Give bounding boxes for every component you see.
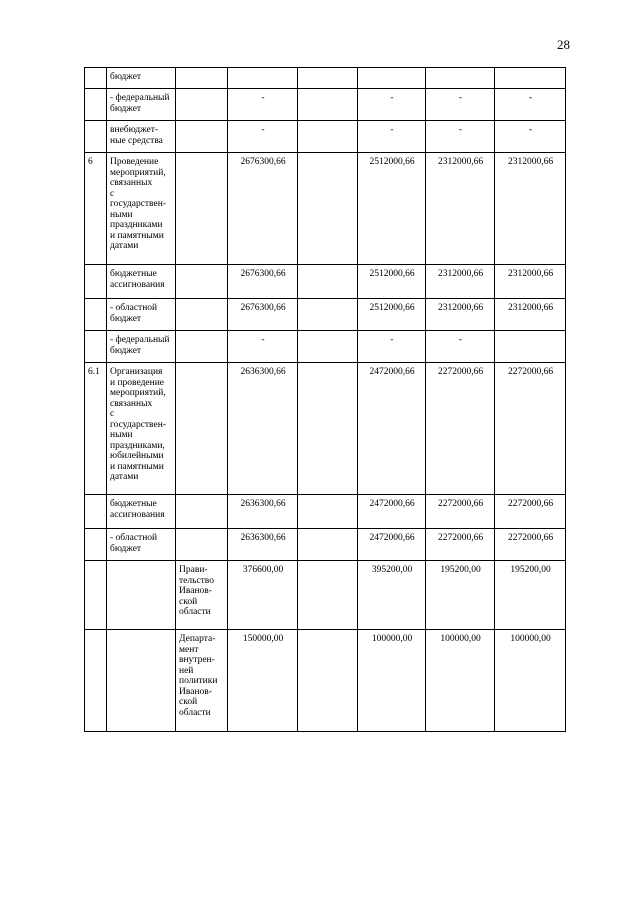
value-cell: 2512000,66: [358, 153, 426, 265]
value-cell: 2636300,66: [228, 363, 298, 495]
value-cell: [298, 299, 358, 331]
row-name-cell: [107, 630, 176, 732]
row-number-cell: 6.1: [85, 363, 107, 495]
row-name-cell: внебюджет- ные средства: [107, 121, 176, 153]
value-cell: 2636300,66: [228, 529, 298, 561]
table-row: [85, 331, 566, 363]
value-cell: [298, 153, 358, 265]
value-cell: [298, 265, 358, 299]
value-cell: [298, 529, 358, 561]
value-cell: 2472000,66: [358, 495, 426, 529]
organization-cell: [176, 299, 228, 331]
row-name-cell: Проведение мероприятий, связанных с государствен- ными праздниками и памятными датами: [107, 153, 176, 265]
row-number-cell: 6: [85, 153, 107, 265]
value-cell: 100000,00: [358, 630, 426, 732]
value-cell: 376600,00: [228, 561, 298, 630]
row-name-cell: [107, 561, 176, 630]
table-row: [85, 121, 566, 153]
row-name-cell: бюджетные ассигнования: [107, 495, 176, 529]
value-cell: 2272000,66: [495, 495, 566, 529]
organization-cell: [176, 363, 228, 495]
value-cell: [228, 68, 298, 89]
value-cell: 395200,00: [358, 561, 426, 630]
organization-cell: Прави- тельство Иванов- ской области: [176, 561, 228, 630]
value-cell: 195200,00: [426, 561, 495, 630]
value-cell: [298, 363, 358, 495]
row-number-cell: [85, 331, 107, 363]
value-cell: [298, 89, 358, 121]
row-number-cell: [85, 89, 107, 121]
row-number-cell: [85, 265, 107, 299]
value-cell: 2472000,66: [358, 529, 426, 561]
row-number-cell: [85, 68, 107, 89]
row-number-cell: [85, 121, 107, 153]
value-cell: 100000,00: [426, 630, 495, 732]
value-cell: [426, 68, 495, 89]
value-cell: [298, 630, 358, 732]
row-name-cell: - федеральный бюджет: [107, 331, 176, 363]
row-name-cell: - областной бюджет: [107, 299, 176, 331]
value-cell: -: [358, 121, 426, 153]
value-cell: 2272000,66: [426, 529, 495, 561]
value-cell: 2312000,66: [426, 265, 495, 299]
value-cell: [298, 331, 358, 363]
value-cell: -: [358, 89, 426, 121]
value-cell: -: [426, 121, 495, 153]
value-cell: 2472000,66: [358, 363, 426, 495]
row-number-cell: [85, 561, 107, 630]
value-cell: 2312000,66: [426, 299, 495, 331]
value-cell: 195200,00: [495, 561, 566, 630]
table-row: [85, 363, 566, 495]
value-cell: -: [228, 121, 298, 153]
organization-cell: [176, 331, 228, 363]
value-cell: 100000,00: [495, 630, 566, 732]
row-number-cell: [85, 529, 107, 561]
row-number-cell: [85, 630, 107, 732]
value-cell: -: [228, 331, 298, 363]
table-row: [85, 153, 566, 265]
value-cell: 2312000,66: [426, 153, 495, 265]
value-cell: -: [426, 331, 495, 363]
value-cell: 2272000,66: [426, 495, 495, 529]
organization-cell: [176, 529, 228, 561]
value-cell: [358, 68, 426, 89]
row-name-cell: Организация и проведение мероприятий, связанных с государствен- ными праздниками, юбилейными и памятными датами: [107, 363, 176, 495]
value-cell: 2636300,66: [228, 495, 298, 529]
value-cell: 2272000,66: [495, 363, 566, 495]
value-cell: 2676300,66: [228, 299, 298, 331]
value-cell: 2676300,66: [228, 265, 298, 299]
row-name-cell: бюджетные ассигнования: [107, 265, 176, 299]
organization-cell: [176, 265, 228, 299]
table-row: [85, 68, 566, 89]
organization-cell: [176, 89, 228, 121]
value-cell: [298, 495, 358, 529]
budget-table: [84, 67, 566, 732]
organization-cell: Департа- мент внутрен- ней политики Иванов- ской области: [176, 630, 228, 732]
organization-cell: [176, 153, 228, 265]
table-row: [85, 299, 566, 331]
table-row: [85, 529, 566, 561]
table-row: [85, 630, 566, 732]
organization-cell: [176, 495, 228, 529]
row-number-cell: [85, 495, 107, 529]
value-cell: [298, 561, 358, 630]
value-cell: -: [495, 89, 566, 121]
value-cell: 2272000,66: [495, 529, 566, 561]
page-number: 28: [557, 37, 570, 52]
row-name-cell: бюджет: [107, 68, 176, 89]
table-row: [85, 265, 566, 299]
value-cell: 2312000,66: [495, 265, 566, 299]
row-name-cell: - областной бюджет: [107, 529, 176, 561]
table-body: [85, 68, 566, 732]
value-cell: [298, 68, 358, 89]
value-cell: -: [228, 89, 298, 121]
organization-cell: [176, 121, 228, 153]
value-cell: 2512000,66: [358, 299, 426, 331]
row-name-cell: - федеральный бюджет: [107, 89, 176, 121]
table-row: [85, 495, 566, 529]
value-cell: 2312000,66: [495, 153, 566, 265]
value-cell: 2312000,66: [495, 299, 566, 331]
value-cell: 2676300,66: [228, 153, 298, 265]
table-row: [85, 561, 566, 630]
value-cell: -: [358, 331, 426, 363]
row-number-cell: [85, 299, 107, 331]
value-cell: 2512000,66: [358, 265, 426, 299]
value-cell: -: [495, 121, 566, 153]
value-cell: [495, 68, 566, 89]
value-cell: 150000,00: [228, 630, 298, 732]
organization-cell: [176, 68, 228, 89]
value-cell: -: [426, 89, 495, 121]
value-cell: 2272000,66: [426, 363, 495, 495]
value-cell: [298, 121, 358, 153]
table-row: [85, 89, 566, 121]
value-cell: [495, 331, 566, 363]
